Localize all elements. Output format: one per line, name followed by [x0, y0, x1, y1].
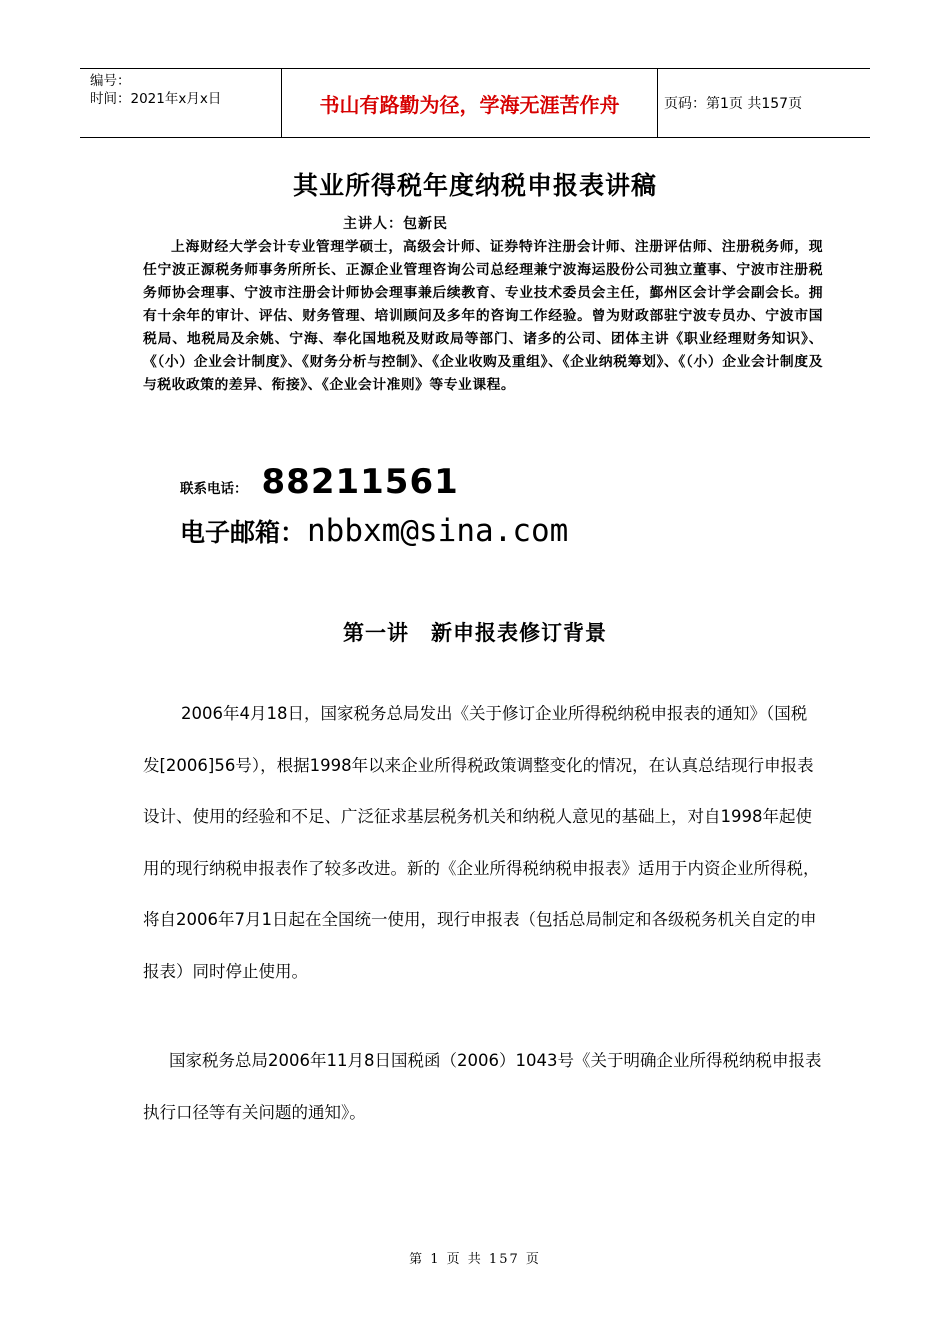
phone-label: 联系电话： [180, 481, 248, 497]
lecture-heading: 第一讲 新申报表修订背景 [343, 621, 607, 645]
contact-phone-row [180, 462, 459, 502]
page-footer: 第 1 页 共 157 页 [409, 1252, 541, 1267]
phone-number: 88211561 [261, 462, 459, 502]
body-paragraph: 国家税务总局2006年11月8日国税函（2006）1043号《关于明确企业所得税纳税申报表执行口径等有关问题的通知》。 [143, 1051, 822, 1122]
contact-email-row [180, 513, 568, 549]
page-header [80, 68, 870, 138]
header-motto: 书山有路勤为径，学海无涯苦作舟 [282, 69, 658, 137]
presenter: 主讲人：包新民 [343, 216, 448, 232]
presenter-bio: 上海财经大学会计专业管理学硕士，高级会计师、证券特许注册会计师、注册评估师、注册税务师，现任宁波正源税务师事务所所长、正源企业管理咨询公司总经理兼宁波海运股份公司独立董事、宁波市注册税务师协会理事、宁波市注册会计师协会理事兼后续教育、专业技术委员会主任，鄞州区会计学会副会长。拥有十余年的审计、评估、财务管理、培训顾问及多年的咨询工作经验。曾为财政部驻宁波专员办、宁波市国税局、地税局及余姚、宁海、奉化国地税及财政局等部门、诸多的公司、团体主讲《职业经理财务知识》、《（小）企业会计制度》、《财务分析与控制》、《企业收购及重组》、《企业纳税筹划》、《（小）企业会计制度及与税收政策的差异、衔接》、《企业会计准则》等专业课程。 [143, 239, 823, 393]
body-paragraph: 2006年4月18日，国家税务总局发出《关于修订企业所得税纳税申报表的通知》（国税发[2006]56号），根据1998年以来企业所得税政策调整变化的情况，在认真总结现行申报表设计、使用的经验和不足、广泛征求基层税务机关和纳税人意见的基础上，对自1998年起使用的现行纳税申报表作了较多改进。新的《企业所得税纳税申报表》适用于内资企业所得税，将自2006年7月1日起在全国统一使用，现行申报表（包括总局制定和各级税务机关自定的申报表）同时停止使用。 [143, 704, 820, 981]
document-number-label: 编号： [90, 73, 131, 89]
document-date: 时间：2021年x月x日 [90, 91, 222, 107]
email-address: nbbxm@sina.com [307, 513, 569, 549]
document-title: 其业所得税年度纳税申报表讲稿 [292, 171, 657, 200]
header-meta [80, 69, 282, 137]
email-label: 电子邮箱： [180, 518, 306, 547]
header-page-info: 页码：第1页 共157页 [664, 96, 803, 112]
